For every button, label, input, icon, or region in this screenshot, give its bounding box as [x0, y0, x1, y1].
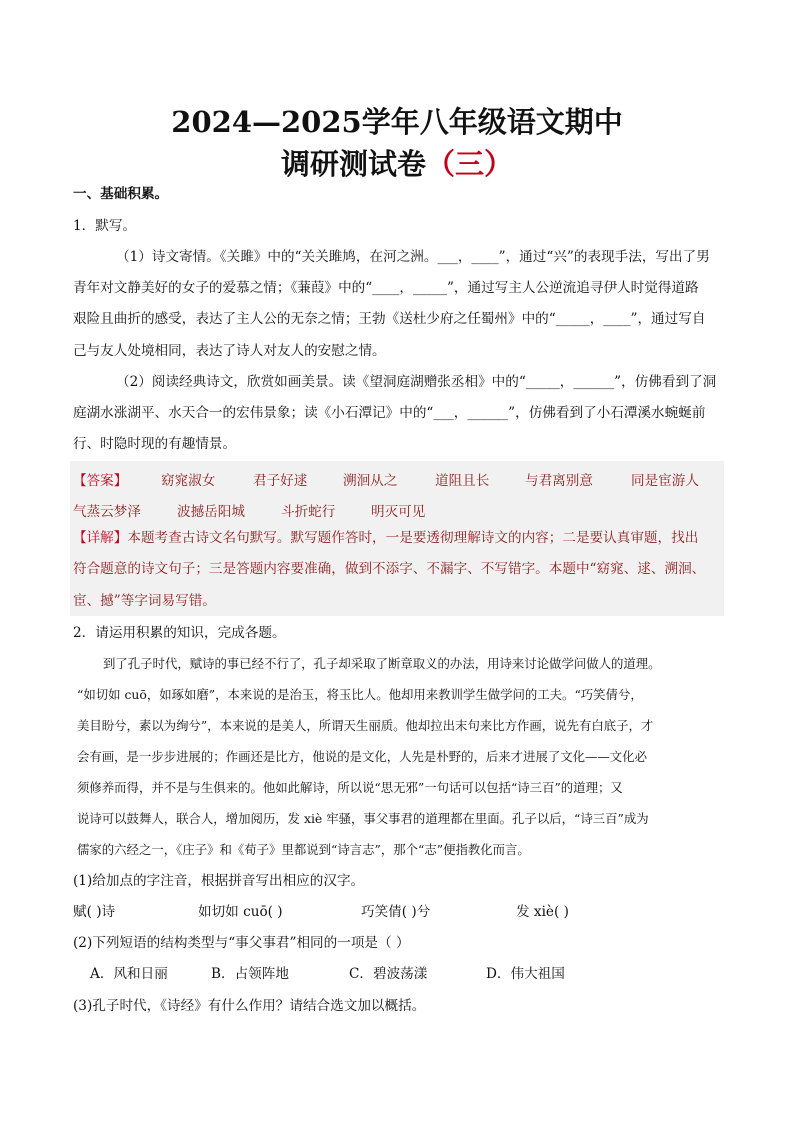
answer-item: 波撼岳阳城 [177, 504, 245, 520]
option-a: A．风和日丽 [90, 966, 168, 982]
q1-part1-line: 青年对文静美好的女子的爱慕之情；《蒹葭》中的“____，_____”，通过写主人公逆流追寻伊人时觉得道路 [73, 280, 699, 296]
answer-item: 明灭可见 [371, 504, 426, 520]
passage-line: 到了孔子时代，赋诗的事已经不行了，孔子却采取了断章取义的办法，用诗来讨论做学问做人的道理。 [103, 656, 661, 671]
q1-part1-line: 艰险且曲折的感受，表达了主人公的无奈之情；王勃《送杜少府之任蜀州》中的“_____，____”，通过写自 [73, 311, 706, 327]
answer-row [73, 469, 723, 489]
subquestion-2: (2)下列短语的结构类型与“事父事君”相同的一项是（ ） [73, 935, 410, 951]
subtitle-main: 调研测试卷 [280, 147, 426, 181]
answer-item: 斗折蛇行 [281, 504, 336, 520]
question-1-label: 1．默写。 [73, 218, 137, 234]
answer-item: 同是宦游人 [631, 473, 699, 489]
detail-tag: 【详解】 [73, 530, 128, 546]
option-d: D．伟大祖国 [486, 966, 565, 982]
answer-tag: 【答案】 [73, 473, 128, 489]
exam-subtitle [0, 142, 794, 183]
answer-item: 君子好逑 [253, 473, 308, 489]
exam-title: 2024—2025学年八年级语文期中 [171, 105, 623, 139]
answer-item: 窈窕淑女 [161, 473, 216, 489]
section-heading: 一、基础积累。 [73, 186, 169, 202]
blank-item: 发 xiè( ) [516, 904, 569, 920]
detail-line: 宦、撼”等字词易写错。 [73, 593, 216, 609]
answer-item: 气蒸云梦泽 [73, 504, 141, 520]
passage-line: 会有画，是一步步进展的；作画还是比方，他说的是文化，人先是朴野的，后来才进展了文化——文化必 [77, 749, 647, 764]
answer-item: 道阻且长 [435, 473, 490, 489]
q1-part1-line: 己与友人处境相同，表达了诗人对友人的安慰之情。 [73, 343, 386, 359]
passage-line: 儒家的六经之一，《庄子》和《荀子》里都说到“诗言志”，那个“志”便指教化而言。 [77, 842, 530, 857]
passage-line: “如切如 cuō，如琢如磨”，本来说的是治玉，将玉比人。他却用来教训学生做学问的工夫。“巧笑倩兮， [77, 687, 643, 702]
blank-item: 赋( )诗 [73, 904, 116, 920]
detail-line: 符合题意的诗文句子；三是答题内容要准确，做到不添字、不漏字、不写错字。本题中“窈窕、逑、溯洄、 [73, 561, 706, 577]
options-row [90, 968, 690, 984]
subtitle-number: （三） [426, 147, 514, 181]
answer-row [73, 500, 723, 520]
answer-item: 溯洄从之 [343, 473, 398, 489]
q1-part2-line: （2）阅读经典诗文，欣赏如画美景。读《望洞庭湖赠张丞相》中的“_____，______”，仿佛看到了洞 [116, 374, 717, 390]
blank-item: 巧笑倩( )兮 [361, 904, 431, 920]
blank-item: 如切如 cuō( ) [198, 904, 283, 920]
q1-part2-line: 庭湖水涨湖平、水天合一的宏伟景象；读《小石潭记》中的“___，______”，仿佛看到了小石潭溪水蜿蜒前 [73, 405, 706, 421]
option-b: B．占领阵地 [211, 966, 289, 982]
passage-line: 须修养而得，并不是与生俱来的。他如此解诗，所以说“思无邪”一句话可以包括“诗三百”的道理；又 [77, 780, 623, 795]
subquestion-3: (3)孔子时代，《诗经》有什么作用？请结合选文加以概括。 [73, 998, 426, 1014]
q1-part2-line: 行、时隐时现的有趣情景。 [73, 436, 237, 452]
pinyin-items [73, 906, 723, 922]
passage-line: 美目盼兮，素以为绚兮”，本来说的是美人，所谓天生丽质。他却拉出末句来比方作画，说先有白底子，才 [77, 718, 654, 733]
subquestion-1: (1)给加点的字注音，根据拼音写出相应的汉字。 [73, 873, 365, 889]
passage-line: 说诗可以鼓舞人，联合人，增加阅历，发 xiè 牢骚，事父事君的道理都在里面。孔子以后，“诗三百”成为 [77, 811, 649, 826]
detail-line: 【详解】本题考查古诗文名句默写。默写题作答时，一是要透彻理解诗文的内容；二是要认真审题，找出 [73, 530, 699, 546]
question-2-label: 2．请运用积累的知识，完成各题。 [73, 625, 286, 641]
answer-item: 与君离别意 [525, 473, 593, 489]
option-c: C．碧波荡漾 [349, 966, 428, 982]
q1-part1-line: （1）诗文寄情。《关雎》中的“关关雎鸠，在河之洲。___，____”，通过“兴”的表现手法，写出了男 [116, 249, 710, 265]
